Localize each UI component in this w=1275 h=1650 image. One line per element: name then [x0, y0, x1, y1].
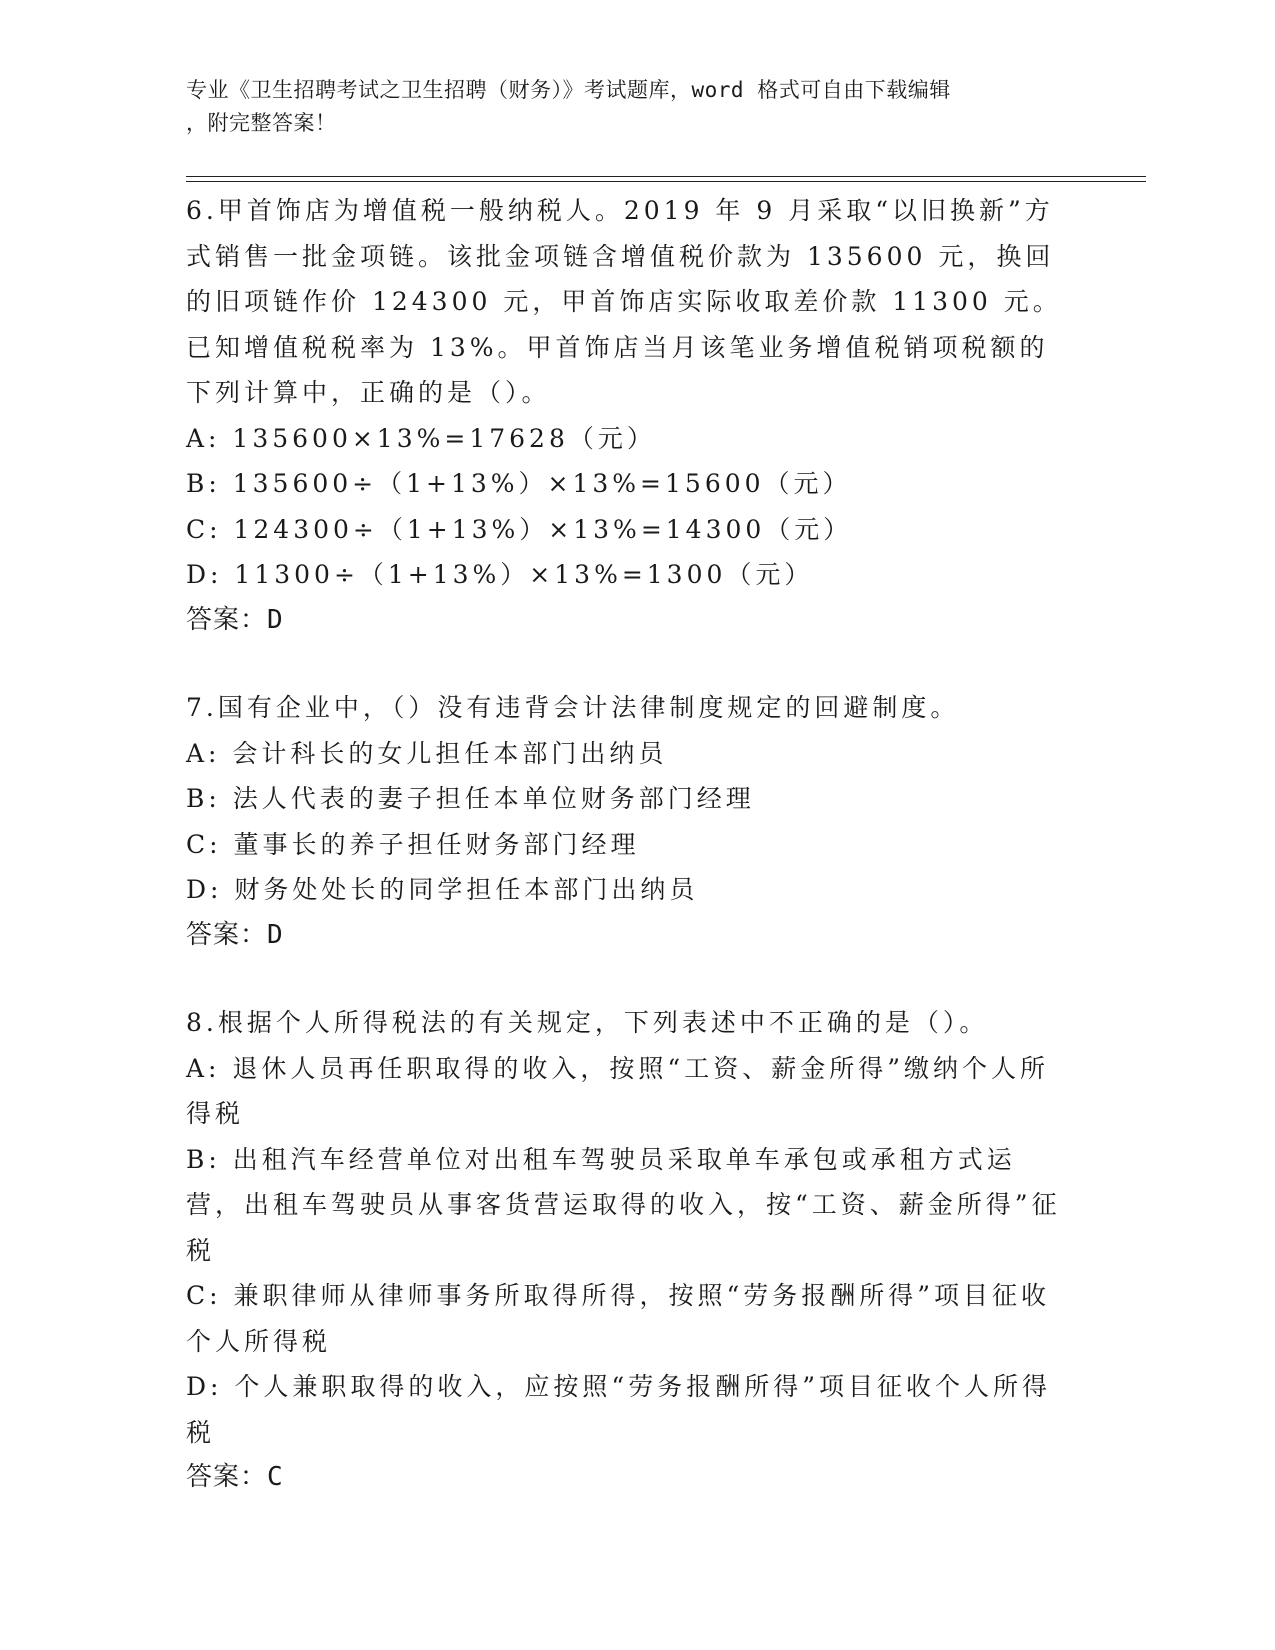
option-b: B: 法人代表的妻子担任本单位财务部门经理: [186, 784, 755, 813]
question-7: [186, 685, 1066, 958]
option-b: B: 出租汽车经营单位对出租车驾驶员采取单车承包或承租方式运营，出租车驾驶员从事客货营运取得的收入，按“工资、薪金所得”征税: [186, 1144, 1061, 1265]
answer-label: 答案：D: [186, 604, 284, 635]
question-text: 8.根据个人所得税法的有关规定，下列表述中不正确的是（）。: [186, 1008, 989, 1037]
question-list: [186, 188, 1066, 1543]
option-d: D: 财务处处长的同学担任本部门出纳员: [186, 875, 699, 904]
answer-label: 答案：C: [186, 1462, 284, 1492]
header-note: 专业《卫生招聘考试之卫生招聘（财务）》考试题库，word 格式可自由下载编辑 ，附完整答案！: [186, 78, 951, 135]
question-text: 7.国有企业中，（）没有违背会计法律制度规定的回避制度。: [186, 693, 960, 722]
option-c: C: 董事长的养子担任财务部门经理: [186, 829, 640, 859]
answer-label: 答案：D: [186, 919, 284, 950]
option-c: C: 124300÷（1+13%）×13%=14300（元）: [186, 514, 853, 544]
question-8: [186, 1000, 1066, 1501]
option-d: D: 个人兼职取得的收入，应按照“劳务报酬所得”项目征收个人所得税: [186, 1372, 1051, 1447]
option-a: A: 会计科长的女儿担任本部门出纳员: [186, 738, 668, 768]
question-6: [186, 188, 1066, 643]
header-divider-top: [186, 176, 1146, 177]
option-b: B: 135600÷（1+13%）×13%=15600（元）: [186, 469, 852, 498]
option-a: A: 退休人员再任职取得的收入，按照“工资、薪金所得”缴纳个人所得税: [186, 1053, 1049, 1128]
question-text: 6.甲首饰店为增值税一般纳税人。2019 年 9 月采取“以旧换新”方式销售一批金项链。该批金项链含增值税价款为 135600 元，换回的旧项链作价 124300 元，甲首饰店实际收取差价款 11300 元。已知增值税税率为 13%。甲首饰店当月该笔业务增值税销项税额的下列计算中，正确的是（）。: [186, 196, 1062, 407]
option-a: A: 135600×13%=17628（元）: [186, 423, 656, 453]
header-divider-bottom: [186, 181, 1146, 182]
option-c: C: 兼职律师从律师事务所取得所得，按照“劳务报酬所得”项目征收个人所得税: [186, 1281, 1051, 1356]
option-d: D: 11300÷（1+13%）×13%=1300（元）: [186, 560, 814, 589]
